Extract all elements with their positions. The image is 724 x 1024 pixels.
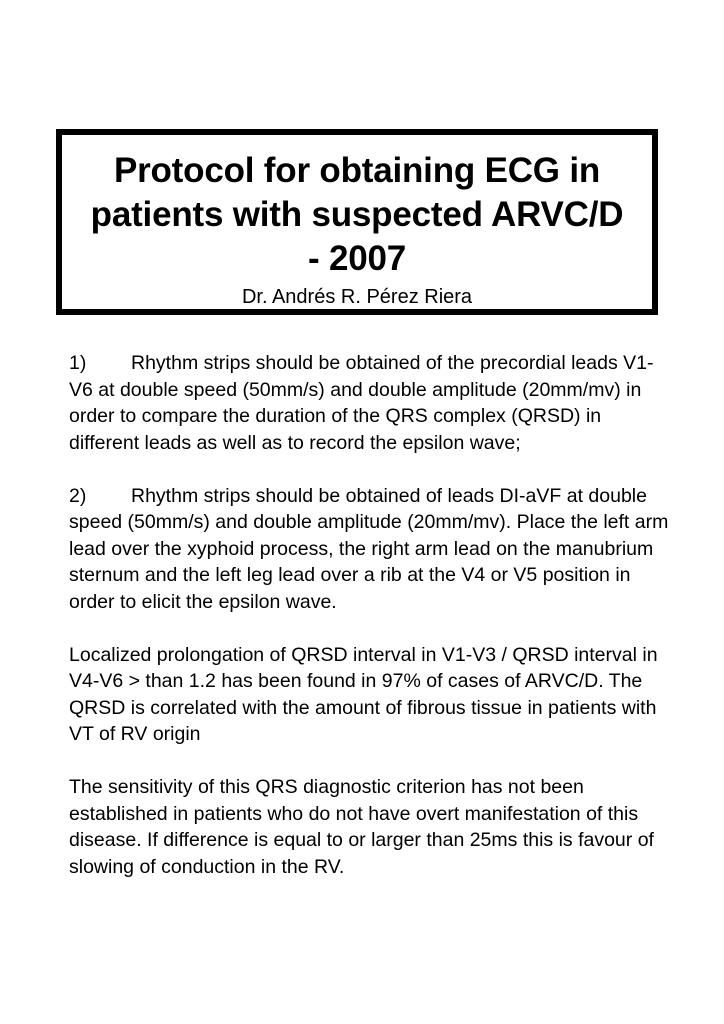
- list-item-1: [69, 350, 669, 456]
- paragraph-sensitivity: The sensitivity of this QRS diagnostic criterion has not been established in patients who do not have overt manifestation of this disease. If difference is equal to or larger than 25ms this is favour of slowing of conduction in the RV.: [69, 776, 654, 878]
- list-item-1-number: 1): [69, 352, 87, 374]
- paragraph-qrsd-prolongation: Localized prolongation of QRSD interval in V1-V3 / QRSD interval in V4-V6 > than 1.2 has been found in 97% of cases of ARVC/D. The QRSD is correlated with the amount of fibrous tissue in patients with VT of RV origin: [69, 643, 658, 745]
- list-item-1-text: Rhythm strips should be obtained of the precordial leads V1-V6 at double speed (50mm/s) and double amplitude (20mm/mv) in order to compare the duration of the QRS complex (QRSD) in different leads as well as to record the epsilon wave;: [69, 352, 654, 454]
- author: Dr. Andrés R. Pérez Riera: [241, 286, 473, 308]
- title-line-2: patients with suspected ARVC/D: [90, 195, 624, 234]
- title-line-1: Protocol for obtaining ECG in: [113, 151, 601, 190]
- title-line-3: - 2007: [307, 239, 407, 278]
- list-item-2-number: 2): [69, 484, 87, 507]
- list-item-2: [69, 483, 669, 616]
- list-item-2-text: Rhythm strips should be obtained of leads DI-aVF at double speed (50mm/s) and double amplitude (20mm/mv). Place the left arm lead over the xyphoid process, the right arm lead on the manubrium sternum and the left leg lead over a rib at the V4 or V5 position in order to elicit the epsilon wave.: [69, 484, 669, 613]
- page-title: [62, 135, 652, 281]
- document-body: [69, 350, 669, 907]
- title-box: [56, 129, 658, 315]
